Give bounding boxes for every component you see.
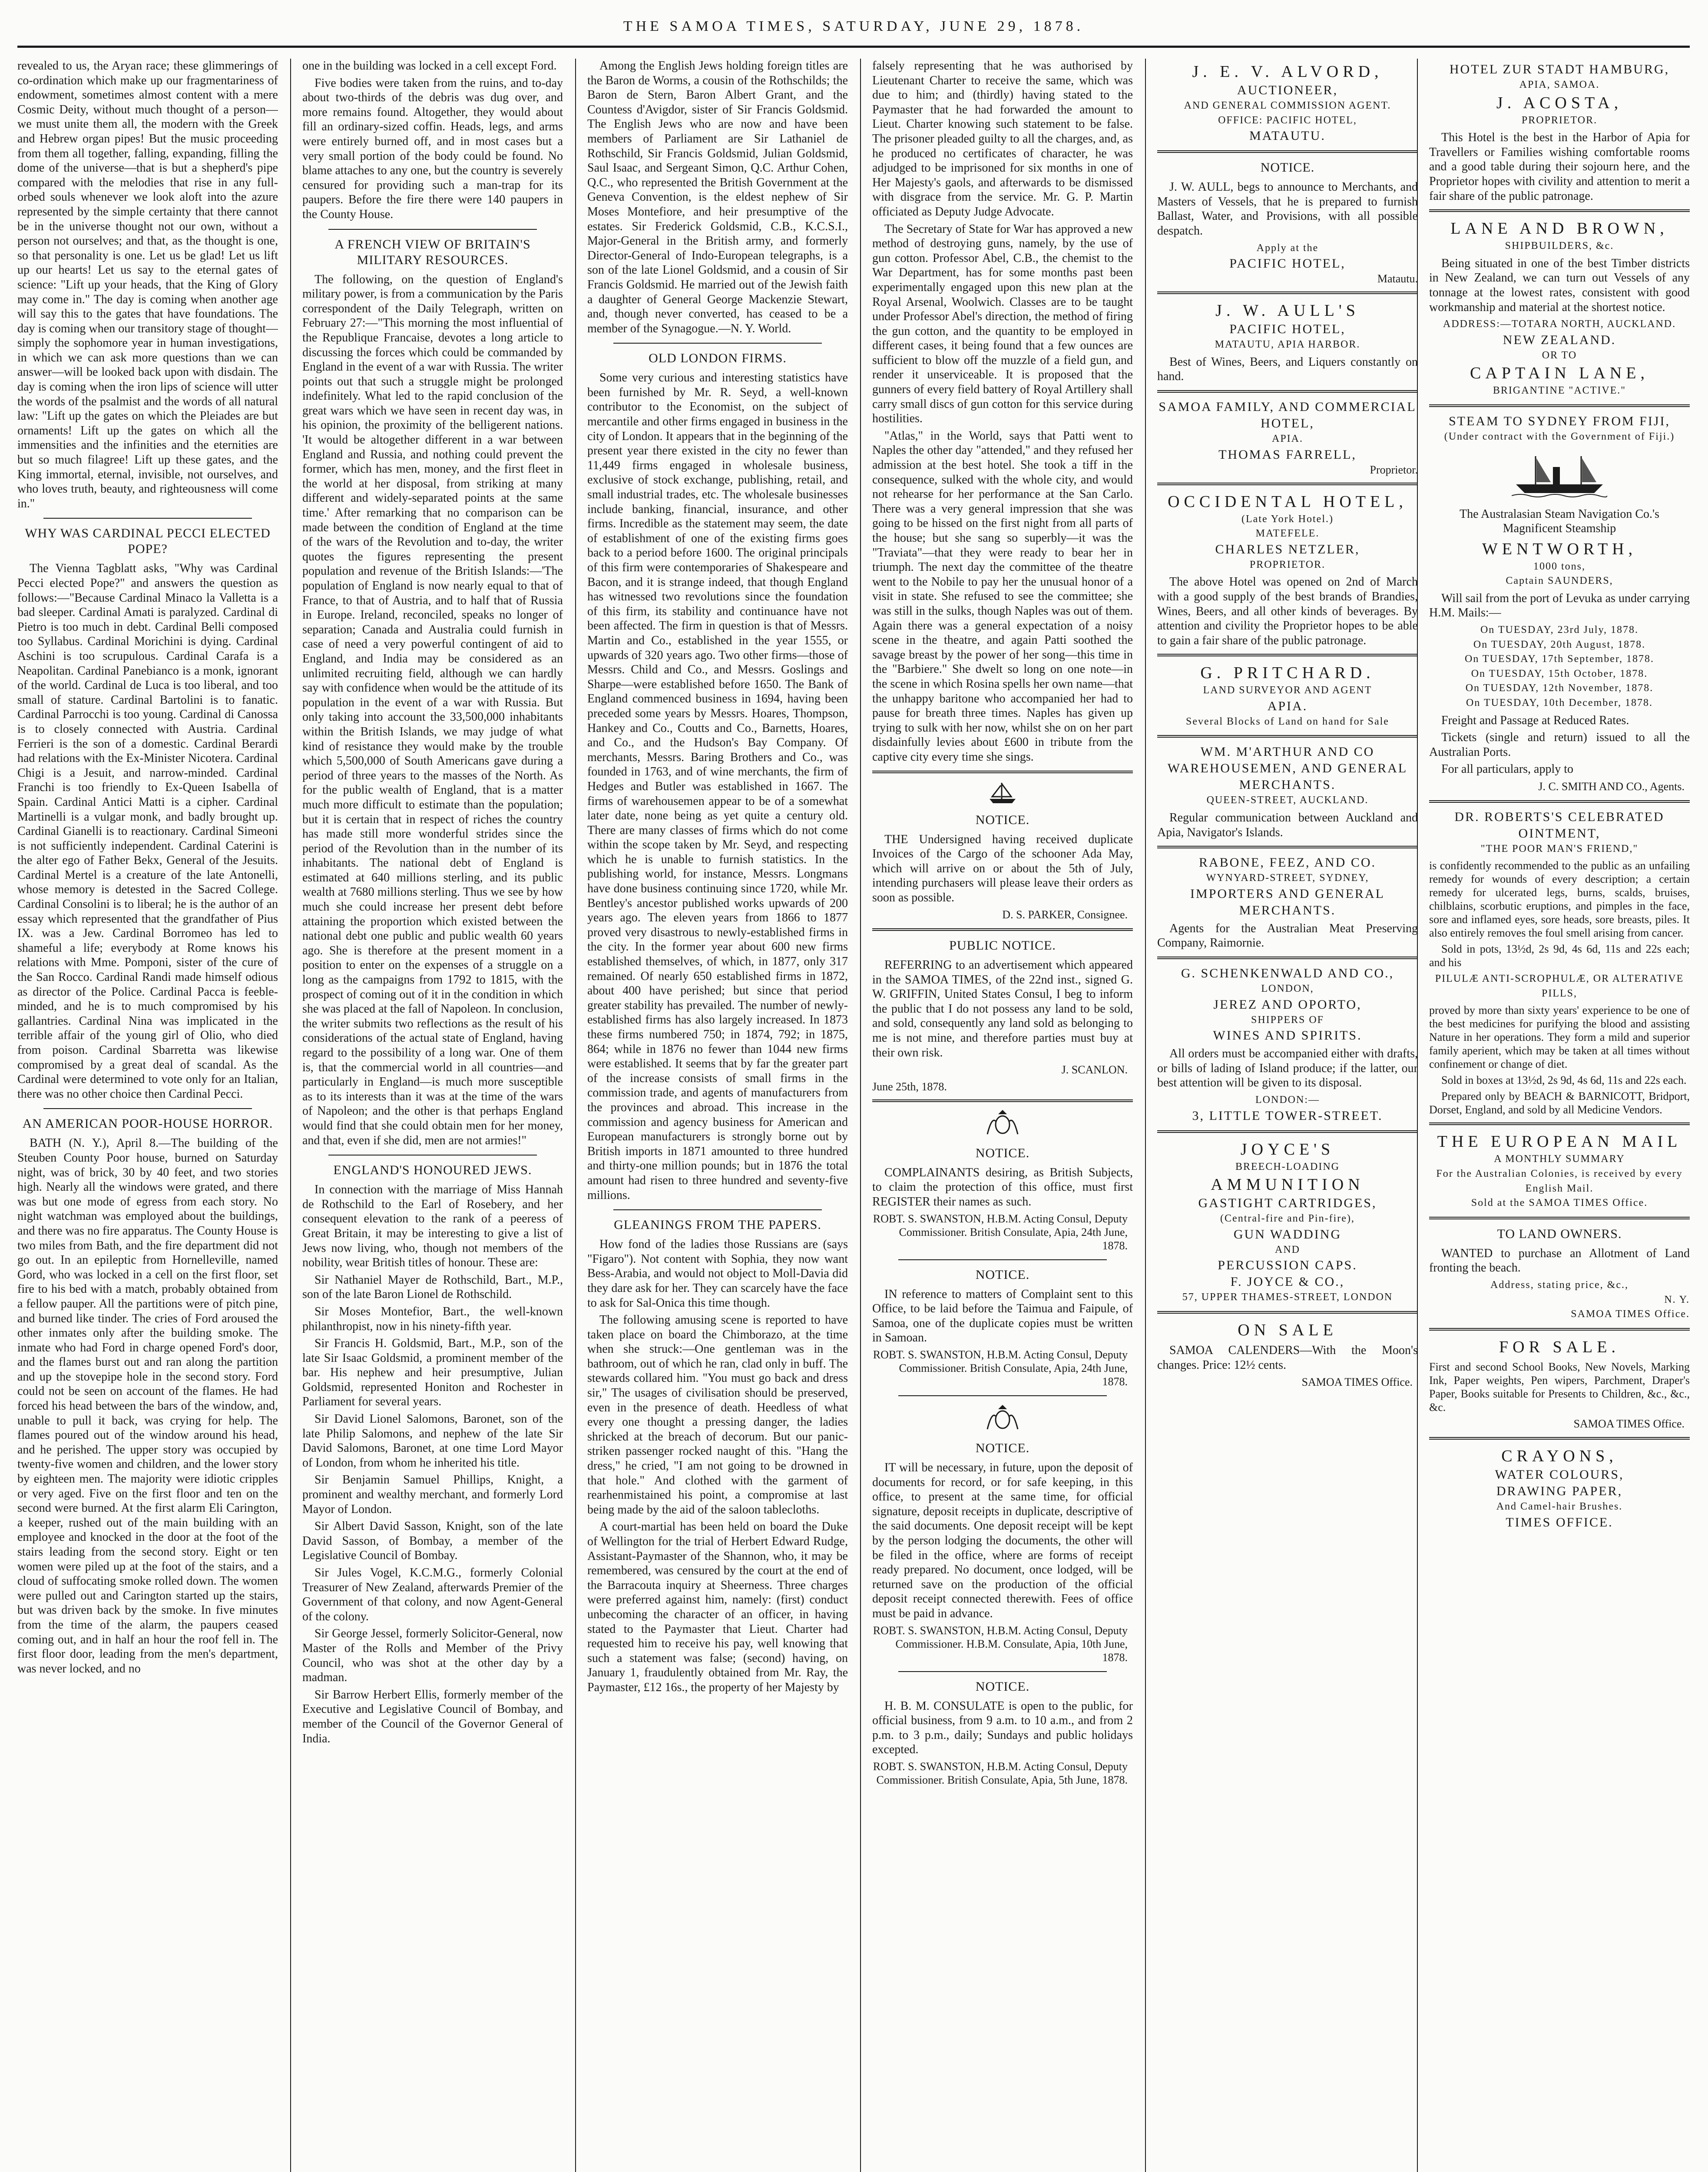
article-text: The Vienna Tagblatt asks, "Why was Cardinal Pecci elected Pope?" and answers the question as follows:—"Because Cardinal Minaco la Valletta is a bad sleeper. Cardinal Amati is paralyzed. Cardinal di Pietro is too much in debt. Cardinal Belli composed too Syllabus. Cardinal Morichini is dying. Cardinal Aschini is too scrupulous. Cardinal Carafa is a Neapolitan. Cardinal Panebianco is a monk, ignorant of the world. Cardinal de Luca is too liberal, and too small of stature. Cardinal Bartolini is to fanatic. Cardinal Parrocchi is too young. Cardinal di Canossa is to closely connected with Austria. Cardinal Ferrieri is the son of a domestic. Cardinal Berardi had relations with the Ex-Minister Nicotera. Cardinal Chigi is a Jesuit, and narrow-minded. Cardinal Franchi is too friendly to Ex-Queen Isabella of Spain. Cardinal Antici Matti is a cipher. Cardinal Martinelli is a vulgar monk, and badly brought up. Cardinal Gianelli is to reactionary. Cardinal Simeoni is not sufficiently independent. Cardinal Caterini is the alter ego of Father Bekx, General of the Jesuits. Cardinal Mertel is a creature of the late Antonelli, whose memory is detested in the Sacred College. Cardinal Consolini is to liberal; he is the author of an essay which represented that the grandfather of Pius IX. was a Jew. Cardinal Borromeo has led to shameful a life; everybody at Rome knows his relations with Mme. Pomponi, sister of the cure of the San Rocco. Cardinal Randi made himself odious as director of the Police. Cardinal Pacca is feeble-minded, and he is to much compromised by his gallantries. Cardinal Nina was implicated in the terrible affair of the young girl of Olio, who died from poison. Cardinal Sbarretta was likewise compromised by a great deal of scandal. As the Cardinal were determined to vote only for an Italian, there was no other choice then Cardinal Pecci. xyxy=(17,562,278,1101)
advert-line: WYNYARD-STREET, SYDNEY, xyxy=(1206,872,1369,884)
divider xyxy=(1429,1122,1690,1125)
article-text: Sir Nathaniel Mayer de Rothschild, Bart., M.P., son of the late Baron Lionel de Rothschild. xyxy=(302,1273,563,1301)
advert-for-sale xyxy=(1429,1337,1690,1358)
divider xyxy=(1157,654,1418,656)
column-1 xyxy=(17,59,278,2172)
advert-title: WM. M'ARTHUR AND CO xyxy=(1200,745,1375,759)
advert-text: The above Hotel was opened on 2nd of March with a good supply of the best brands of Brandies, Wines, Beers, and all other kinds of beverages. By attention and civility the Proprietor hopes to be able to gain a fair share of the public patronage. xyxy=(1157,575,1418,647)
divider xyxy=(1157,735,1418,738)
advert-title: STEAM TO SYDNEY FROM FIJI, xyxy=(1448,414,1670,428)
divider xyxy=(1157,846,1418,848)
divider xyxy=(43,518,252,519)
advert-title: JOYCE'S xyxy=(1240,1140,1335,1159)
advert-line: AND GENERAL COMMISSION AGENT. xyxy=(1184,100,1391,111)
divider xyxy=(872,771,1133,773)
masthead-rule xyxy=(17,46,1690,48)
divider xyxy=(872,1099,1133,1102)
article-text: Sir George Jessel, formerly Solicitor-General, now Master of the Rolls and Member of the Privy Council, who was shot at the other day by a madman. xyxy=(302,1627,563,1685)
advert-line: BREECH-LOADING xyxy=(1235,1161,1340,1172)
advert-line: AMMUNITION xyxy=(1211,1175,1364,1194)
advert-line: For the Australian Colonies, is received by every English Mail. xyxy=(1436,1168,1683,1194)
article-text: BATH (N. Y.), April 8.—The building of the Steuben County Poor house, burned on Saturday night, was of brick, 30 by 40 feet, and two stories high. Nearly all the windows were grated, and there was but one mode of egress from each story. No night watchman was employed about the buildings, and there was no fire apparatus. The County House is two miles from Bath, and the fire department did not go out. In an epileptic from Hornelleville, named Gord, who was locked in a cell on the first floor, set fire to his bed with a match, probably obtained from a fellow pauper. All the partitions were of pitch pine, and burned like tinder. The cries of Ford aroused the other inmates only after the building smoke. The inmate who had Ford in charge opened Ford's door, and the flames burst out and ran along the partition and up the stovepipe hole in the second story. Ford could not be seen on account of the flames. He had forced his head between the bars of the window, and, unable to pull it back, was crying for help. The flames poured out of the window around his head, and he perished. The upper story was occupied by twenty-five women and children, and the lower story by eighteen men. The majority were idiotic cripples or very aged. Five on the first floor and ten on the second were burned. At the first alarm Eli Carington, a keeper, rushed out of the main building with an employee and knocked in the door at the foot of the stairs leading from the second story. Eight or ten women were piled up at the foot of the stairs, and a cloud of suffocating smoke rolled down. The women were pulled out and Carington started up the stairs, but was driven back by the smoke. In five minutes from the time of the alarm, the paupers ceased coming out, and in half an hour the roof fell in. The first floor door, leading from the men's department, was never locked, and no xyxy=(17,1136,278,1675)
article-text: Sir Barrow Herbert Ellis, formerly member of the Executive and Legislative Council of Bombay, and member of the Council of the Governor General of India. xyxy=(302,1688,563,1745)
divider xyxy=(1429,1217,1690,1219)
advert-pritchard xyxy=(1157,662,1418,729)
advert-occidental-hotel xyxy=(1157,491,1418,573)
notice-heading: NOTICE. xyxy=(975,1679,1030,1694)
article-heading: AN AMERICAN POOR-HOUSE HORROR. xyxy=(22,1116,273,1131)
divider xyxy=(613,343,822,344)
advert-text: Freight and Passage at Reduced Rates. xyxy=(1441,713,1629,727)
advert-line: ADDRESS:—TOTARA NORTH, AUCKLAND. xyxy=(1443,318,1676,330)
advert-on-sale xyxy=(1157,1320,1418,1341)
article-text: Some very curious and interesting statistics have been furnished by Mr. R. Seyd, a well-known contributor to the Economist, on the subject of mercantile and other firms engaged in business in the city of London. It appears that in the beginning of the present year there existed in the city no fewer than 11,449 firms engaged in wholesale business, exclusive of stock exchange, publishing, retail, and small industrial trades, etc. The wholesale businesses include banking, financial, insurance, and other firms. Incredible as the statement may seem, the date of establishment of one of the existing firms goes back to a period before 1600. The original principals of this firm were contemporaries of Shakespeare and Bacon, and it is strange indeed, that though England has witnessed two revolutions since the foundation of this firm, its stability and continuance have not been affected. The firm in question is that of Messrs. Martin and Co., established in the year 1555, or upwards of 320 years ago. Two other firms—those of Messrs. Child and Co., and Messrs. Goslings and Sharpe—were established before 1650. The Bank of England commenced business in 1694, having been preceded some years by Messrs. Hoares, Thompson, Hankey and Co., Coutts and Co., Barnetts, Hoares, and Co., and the Hudson's Bay Company. Of merchants, Messrs. Baring Brothers and Co., was founded in 1763, and of wine merchants, the firm of Hedges and Butler was established in 1667. The firms of warehousemen appear to be of a somewhat later date, none being as yet quite a century old. There are many classes of firms which do not come within the scope taken by Mr. Seyd, and respecting which he is unable to furnish statistics. In the publishing world, for instance, Messrs. Longmans have done business continuing since 1720, while Mr. Bentley's ancestor published works upwards of 200 years ago. The eleven years from 1866 to 1877 proved very disastrous to newly-established firms in the city. In the former year about 600 new firms established themselves, of which, in 1877, only 317 remained. Of nearly 650 established firms in 1872, about 400 have perished; but since that period greater stability has prevailed. The number of newly-established firms has also largely increased. In 1873 these firms numbered 750; in 1874, 792; in 1875, 864; while in 1876 no fewer than 1044 new firms were established. It seems that by far the greater part of the increase consists of small firms in the commission trade, and agents of manufacturers from the provinces and abroad. This increase in the commission and agency business for American and European manufacturers is strongly borne out by British imports in 1871 amounted to three hundred and thirty-one million pounds; but in 1876 the total amount had risen to three hundred and seventy-five millions. xyxy=(587,371,848,1202)
advert-line: JEREZ AND OPORTO, xyxy=(1213,997,1362,1012)
advert-line: MATEFELE. xyxy=(1255,528,1320,540)
divider xyxy=(1157,1311,1418,1314)
advert-line: TIMES OFFICE. xyxy=(1506,1515,1613,1530)
advert-signature: SAMOA TIMES Office. xyxy=(1573,1417,1685,1430)
notice-signature: D. S. PARKER, Consignee. xyxy=(1002,908,1128,921)
advert-line: Sold at the SAMOA TIMES Office. xyxy=(1471,1197,1648,1209)
notice-heading: TO LAND OWNERS. xyxy=(1497,1226,1622,1241)
article-heading: WHY WAS CARDINAL PECCI ELECTED POPE? xyxy=(25,526,271,556)
advert-line: Captain SAUNDERS, xyxy=(1506,575,1613,587)
divider xyxy=(898,1259,1107,1260)
advert-lane-brown-address xyxy=(1429,317,1690,398)
divider xyxy=(898,1671,1107,1672)
advert-line: "THE POOR MAN'S FRIEND," xyxy=(1480,843,1638,854)
notice-heading: NOTICE. xyxy=(975,812,1030,827)
article-text: A court-martial has been held on board the Duke of Wellington for the trial of Herbert Edward Rudge, Assistant-Paymaster of the Shannon, who, it may be remembered, was censured by the court at the end of the Barracouta inquiry at Sheerness. Three charges were preferred against him, namely: (first) conduct unbecoming the character of an officer, in having stated to the Paymaster that Lieut. Charter had requested him to receive his pay, well knowing that such a statement was false; (second) having, on January 1, fraudulently obtained from Mr. Ray, the Paymaster, £12 16s., the property of her Majesty by xyxy=(587,1520,848,1694)
advert-line: Matautu. xyxy=(1377,272,1418,285)
advert-line: Apply at the xyxy=(1256,242,1319,254)
article-text: "Atlas," in the World, says that Patti went to Naples the other day "attended," and they refused her admission at the best hotel. She took a tiff in the consequence, sulked with the whole city, and would not rehearse for her performance at the San Carlo. There was a very general impression that she was going to be hissed on the first night from all parts of the house; but she sang so superbly—it was the "Traviata"—that they were ready to bear her in triumph. The next day the committee of the theatre went to the Nobile to pay her the unusual honor of a visit in state. She refused to see the committee; she was still in the sulks, though Naples was out of them. Again there was a general expectation of a noisy scene in the theatre, and again Patti soothed the savage breast by the power of her song—this time in the "Barbiere." She dwelt so long on one note—in the scene in which Rosina spells her own name—that the unhappy baritone who accompanied her had to pause for breath three times. Naples has given up trying to sulk with her now, whilst she on on her part disdainfully levies about £600 in tribute from the captive city every time she sings. xyxy=(872,429,1133,764)
advert-line: LONDON, xyxy=(1261,983,1314,995)
advert-line: THOMAS FARRELL, xyxy=(1218,447,1357,462)
advert-text: SAMOA CALENDERS—With the Moon's changes. Price: 12½ cents. xyxy=(1157,1343,1418,1372)
advert-line: Address, stating price, &c., xyxy=(1490,1279,1629,1291)
advert-line: OR TO xyxy=(1542,349,1577,361)
notice-text: THE Undersigned having received duplicate Invoices of the Cargo of the schooner Ada May, which will arrive on or about the 5th of July, intending purchasers will please leave their orders as soon as possible. xyxy=(872,832,1133,904)
divider xyxy=(1157,1130,1418,1133)
advert-title: RABONE, FEEZ, AND CO. xyxy=(1198,855,1376,870)
article-heading: ENGLAND'S HONOURED JEWS. xyxy=(333,1163,532,1178)
advert-line: N. Y. xyxy=(1664,1294,1690,1305)
article-text: Among the English Jews holding foreign titles are the Baron de Worms, a cousin of the Rothschilds; the Baron de Stern, Baron Albert Grant, and the Countess d'Avigdor, sister of Sir Francis Goldsmid. The English Jews who are now and have been members of Parliament are Sir Lathaniel de Rothschild, Sir Francis Goldsmid, Julian Goldsmid, Saul Isaac, and Sergeant Simon, Q.C. Arthur Cohen, Q.C., who represented the British Government at the Geneva Convention, is the eldest nephew of Sir Moses Montefiore, and heir presumptive of the estates. Sir Frederick Goldsmid, C.B., K.C.S.I., Major-General in the British army, and formerly Director-General of Indo-European telegraphs, is a son of the late Lionel Goldsmid, and a cousin of Sir Francis Goldsmid. He married out of the Jewish faith a daughter of General George Mackenzie Stewart, and, though never converted, has ceased to be a member of the Synagogue.—N. Y. World. xyxy=(587,59,848,335)
article-heading: GLEANINGS FROM THE PAPERS. xyxy=(614,1218,821,1232)
advert-line: OFFICE: PACIFIC HOTEL, xyxy=(1218,114,1357,126)
article-heading: A FRENCH VIEW OF BRITAIN'S MILITARY RESOURCES. xyxy=(334,237,531,267)
sailing-date: On TUESDAY, 12th November, 1878. xyxy=(1465,682,1654,694)
advert-line: (Late York Hotel.) xyxy=(1241,513,1334,525)
article-text: Five bodies were taken from the ruins, and to-day about two-thirds of the debris was dug over, and more remains found. Altogether, they would about fill an ordinary-sized coffin. Heads, legs, and arms were entirely burned off, and in most cases but a very small portion of the body could be found. No blame attaches to any one, but the country is severely censured for providing such a man-trap for its paupers. Before the fire there were 140 paupers in the County House. xyxy=(302,76,563,221)
advert-line: PACIFIC HOTEL, xyxy=(1229,322,1346,337)
advert-title: J. E. V. ALVORD, xyxy=(1192,63,1383,81)
advert-european-mail xyxy=(1429,1131,1690,1210)
sailing-dates xyxy=(1429,623,1690,711)
advert-line: WATER COLOURS, xyxy=(1495,1467,1624,1482)
notice-heading: NOTICE. xyxy=(975,1146,1030,1160)
column-6 xyxy=(1429,59,1690,2172)
advert-text: Will sail from the port of Levuka as under carrying H.M. Mails:— xyxy=(1429,591,1690,620)
notice-date: June 25th, 1878. xyxy=(872,1080,947,1093)
royal-arms-icon xyxy=(979,1108,1026,1139)
column-2 xyxy=(302,59,563,2172)
advert-text: This Hotel is the best in the Harbor of Apia for Travellers or Families wishing comfortable rooms and a good table during their sojourn here, and the Proprietor hopes with civility and attention to merit a fair share of the public patronage. xyxy=(1429,131,1690,203)
column-5 xyxy=(1157,59,1418,2172)
advert-line: J. ACOSTA, xyxy=(1496,93,1623,112)
divider xyxy=(1157,150,1418,153)
divider xyxy=(1429,209,1690,212)
advert-title: THE EUROPEAN MAIL xyxy=(1437,1132,1682,1151)
advert-line: F. JOYCE & CO., xyxy=(1230,1275,1345,1289)
divider xyxy=(43,1108,252,1109)
advert-line: SHIPPERS OF xyxy=(1251,1014,1324,1026)
article-text: Sir Benjamin Samuel Phillips, Knight, a prominent and wealthy merchant, and formerly Lord Mayor of London. xyxy=(302,1473,563,1516)
article-text: Sir Francis H. Goldsmid, Bart., M.P., son of the late Sir Isaac Goldsmid, a prominent member of the bar. His nephew and heir presumptive, Julian Goldsmid, represented Honiton and Rochester in Parliament for several years. xyxy=(302,1337,563,1409)
advert-text: Agents for the Australian Meat Preserving Company, Raimornie. xyxy=(1157,921,1418,950)
advert-line: MATAUTU, APIA HARBOR. xyxy=(1215,339,1360,351)
advert-text: is confidently recommended to the public as an unfailing remedy for wounds of every description; a certain remedy for ulcerated legs, burns, scalds, bruises, chilblains, scorbutic eruptions, and pimples in the face, sore and inflamed eyes, sore heads, sore breasts, piles. It also entirely removes the foul smell arising from cancer. xyxy=(1429,859,1690,940)
advert-line: AUCTIONEER, xyxy=(1237,83,1338,97)
advert-line: APIA, SAMOA. xyxy=(1519,79,1600,90)
advert-schenkenwald xyxy=(1157,965,1418,1044)
divider xyxy=(1429,800,1690,803)
advert-title: G. SCHENKENWALD AND CO., xyxy=(1181,966,1394,981)
advert-text: proved by more than sixty years' experience to be one of the best medicines for purifying the blood and assisting Nature in her operations. They form a mild and superior family aperient, which may be taken at all times without confinement or change of diet. xyxy=(1429,1004,1690,1071)
advert-line: GASTIGHT CARTRIDGES, xyxy=(1198,1196,1377,1211)
divider xyxy=(898,1395,1107,1396)
advert-title: CRAYONS, xyxy=(1501,1447,1618,1466)
article-text: How fond of the ladies those Russians are (says "Figaro"). Not content with Sophia, they now want Bess-Arabia, and would not object to Moll-Davia did they dare ask for her. They can scarcely have the face to ask for Sal-Onica this time though. xyxy=(587,1238,848,1310)
advert-alvord xyxy=(1157,61,1418,144)
advert-lane-brown xyxy=(1429,218,1690,254)
advert-text: Sold in pots, 13½d, 2s 9d, 4s 6d, 11s and 22s each; and his xyxy=(1429,943,1690,969)
divider xyxy=(328,229,537,230)
advert-line: WINES AND SPIRITS. xyxy=(1213,1028,1362,1043)
advert-land-owners xyxy=(1429,1278,1690,1322)
notice-text: REFERRING to an advertisement which appeared in the SAMOA TIMES, of the 22nd inst., signed G. W. GRIFFIN, United States Consul, I beg to inform the public that I do not possess any land to be sold, and sold, consequently any land sold as belonging to me is not mine, and therefore parties must buy at their own risk. xyxy=(872,958,1133,1060)
advert-line: CHARLES NETZLER, xyxy=(1215,542,1360,556)
advert-line: NEW ZEALAND. xyxy=(1503,332,1616,347)
advert-line: BRIGANTINE "ACTIVE." xyxy=(1493,385,1626,397)
article-text: The Secretary of State for War has approved a new method of destroying guns, namely, by the use of gun cotton. Professor Abel, C.B., the chemist to the War Department, has for some months past been experimentally engaged upon this new plan at the Royal Arsenal, Woolwich. Classes are to be taught under Professor Abel's direction, the method of firing the gun cotton, and the quantity to be employed in different cases, it being found that a few ounces are sufficient to blow off the muzzle of a field gun, and render it unserviceable. It is proposed that the gunners of every field battery of Royal Artillery shall carry small discs of gun cotton for this service during hostilities. xyxy=(872,222,1133,426)
advert-line: 57, UPPER THAMES-STREET, LONDON xyxy=(1182,1291,1393,1303)
advert-title: FOR SALE. xyxy=(1499,1338,1620,1356)
advert-line: MATAUTU. xyxy=(1249,129,1326,143)
advert-line: APIA. xyxy=(1271,433,1303,444)
divider xyxy=(1429,1328,1690,1331)
advert-line: PERCUSSION CAPS. xyxy=(1218,1258,1357,1273)
advert-line: PILULÆ ANTI-SCROPHULÆ, OR ALTERATIVE PILLS, xyxy=(1435,973,1684,999)
column-3 xyxy=(587,59,848,2172)
column-4 xyxy=(872,59,1133,2172)
advert-signature: J. C. SMITH AND CO., Agents. xyxy=(1538,780,1685,793)
advert-line: PACIFIC HOTEL, xyxy=(1229,256,1346,271)
advert-text: Sold in boxes at 13½d, 2s 9d, 4s 6d, 11s and 22s each. xyxy=(1441,1074,1687,1087)
advert-line: 1000 tons, xyxy=(1533,560,1586,572)
advert-wentworth xyxy=(1429,539,1690,589)
advert-line: IMPORTERS AND GENERAL MERCHANTS. xyxy=(1190,886,1385,917)
notice-heading: NOTICE. xyxy=(975,1440,1030,1455)
notice-text: COMPLAINANTS desiring, as British Subjects, to claim the protection of this office, must first REGISTER their names as such. xyxy=(872,1165,1133,1209)
advert-line: LAND SURVEYOR AND AGENT xyxy=(1203,685,1372,696)
advert-line: WENTWORTH, xyxy=(1482,540,1637,558)
advert-title: SAMOA FAMILY, AND COMMERCIAL HOTEL, xyxy=(1159,399,1417,430)
advert-title: G. PRITCHARD. xyxy=(1200,664,1375,682)
advert-text: The Australasian Steam Navigation Co.'s Magnificent Steamship xyxy=(1460,507,1659,536)
advert-line: (Under contract with the Government of Fiji.) xyxy=(1444,430,1675,442)
sailing-date: On TUESDAY, 15th October, 1878. xyxy=(1471,668,1648,679)
advert-joyce xyxy=(1157,1139,1418,1305)
advert-text: Regular communication between Auckland and Apia, Navigator's Islands. xyxy=(1157,811,1418,839)
advert-dr-roberts xyxy=(1429,809,1690,857)
divider xyxy=(613,1209,822,1210)
advert-steam-sydney xyxy=(1429,413,1690,444)
advert-line: PROPRIETOR. xyxy=(1521,114,1598,126)
advert-pacific-hotel xyxy=(1157,300,1418,352)
article-text: Sir Jules Vogel, K.C.M.G., formerly Colonial Treasurer of New Zealand, afterwards Premier of the Government of that colony, and now Agent-General of the colony. xyxy=(302,1566,563,1623)
notice-text: H. B. M. CONSULATE is open to the public, for official business, from 9 a.m. to 10 a.m., and from 2 p.m. to 3 p.m., daily; Sundays and public holidays excepted. xyxy=(872,1699,1133,1757)
advert-line: WAREHOUSEMEN, AND GENERAL MERCHANTS. xyxy=(1167,761,1408,792)
notice-heading: NOTICE. xyxy=(975,1267,1030,1282)
advert-line: Several Blocks of Land on hand for Sale xyxy=(1186,715,1389,727)
royal-arms-icon xyxy=(979,1403,1026,1434)
advert-samoa-hotel xyxy=(1157,399,1418,477)
divider xyxy=(1157,390,1418,393)
advert-line: QUEEN-STREET, AUCKLAND. xyxy=(1206,795,1369,806)
advert-line: DRAWING PAPER, xyxy=(1496,1484,1623,1499)
advert-line: (Central-fire and Pin-fire), xyxy=(1220,1213,1355,1225)
article-text: one in the building was locked in a cell except Ford. xyxy=(302,59,557,73)
advert-line: CAPTAIN LANE, xyxy=(1470,364,1649,383)
notice-signature: ROBT. S. SWANSTON, H.B.M. Acting Consul, Deputy Commissioner. British Consulate, Apia, 5th June, 1878. xyxy=(873,1760,1128,1786)
advert-title: LANE AND BROWN, xyxy=(1450,219,1668,238)
advert-title: HOTEL ZUR STADT HAMBURG, xyxy=(1449,62,1670,76)
advert-line: PROPRIETOR. xyxy=(1249,559,1326,570)
notice-text: J. W. AULL, begs to announce to Merchants, and Masters of Vessels, that he is prepared to furnish Ballast, Water, and Provisions, with all possible despatch. xyxy=(1157,180,1418,238)
divider xyxy=(1429,1437,1690,1440)
advert-line: Proprietor. xyxy=(1370,463,1418,476)
advert-crayons xyxy=(1429,1446,1690,1531)
advert-line: LONDON:— xyxy=(1255,1094,1320,1106)
advert-pills xyxy=(1429,972,1690,1001)
column-rule xyxy=(575,59,576,2172)
notice-signature: ROBT. S. SWANSTON, H.B.M. Acting Consul, Deputy Commissioner. British Consulate, Apia, 24th June, 1878. xyxy=(873,1212,1128,1252)
article-heading: OLD LONDON FIRMS. xyxy=(649,351,787,366)
advert-line: AND xyxy=(1275,1244,1300,1255)
column-rule xyxy=(290,59,291,2172)
advert-title: DR. ROBERTS'S CELEBRATED OINTMENT, xyxy=(1454,809,1665,841)
advert-line: APIA. xyxy=(1267,699,1308,713)
advert-title: OCCIDENTAL HOTEL, xyxy=(1168,492,1407,511)
advert-line: SHIPBUILDERS, &c. xyxy=(1505,240,1614,252)
article-text: The following amusing scene is reported to have taken place on board the Chimborazo, at the time when she struck:—One gentleman was in the bathroom, out of which he ran, clad only in buff. The stewards collared him. "You must go back and dress sir," The usages of civilisation should be preserved, even in the presence of death. Heedless of what every one thought a pressing danger, the ladies shricked at the breach of decorum. But our panic-striken passenger rocked naught of this. "Hang the dress," he cried, "I am not going to be drowned in that hole." And clothed with the garment of rearhenmistained his point, a compromise at last being made by the aid of the saloon tablecloths. xyxy=(587,1313,848,1516)
article-text: Sir Albert David Sasson, Knight, son of the late David Sasson, of Bombay, a member of the Legislative Council of Bombay. xyxy=(302,1520,563,1563)
notice-heading: NOTICE. xyxy=(1260,160,1315,175)
advert-title: ON SALE xyxy=(1238,1321,1337,1339)
advert-mcarthur xyxy=(1157,744,1418,808)
article-text: The following, on the question of England's military power, is from a communication by the Paris correspondent of the Daily Telegraph, written on February 27:—"This morning the most influential of the Republique Francaise, devotes a long article to discussing the forces which could be commanded by England in the event of a war with Russia. The writer points out that such a struggle might be prolonged indefinitely. What led to the rapid conclusion of the great wars which we have seen in recent day was, in his opinion, the proximity of the belligerent nations. 'It would be altogether different in a war between England and Russia, and nothing could prevent the former, which has men, money, and the first fleet in the world at her disposal, from striking at many different and widely-separated points at the same time.' After remarking that no comparison can be made between the condition of England at the time of the wars of the Revolution and to-day, the writer quotes the figures representing the present population and revenue of the British Islands:—'The population of England is now nearly equal to that of France, to that of Austria, and to half that of Russia in Europe. Ireland, reconciled, speaks no longer of separation; Canada and Australia could furnish in case of need a very powerful contingent of aid to England, and India may be considered as an unlimited recruiting field, although we can hardly say with confidence when would be the attitude of its population in the event of a war with Russia. But only taking into account the 33,500,000 inhabitants within the British Islands, we may judge of what kind of resistance they would make by the trouble which 5,500,000 of South Americans gave during a period of three years to the masses of the North. As for the public wealth of England, that is a matter much more difficult to estimate than the population; but it is certain that in respect of riches the country has made still more wonderful strides since the period of the Revolution than in the number of its inhabitants. The national debt of England is estimated at 640 millions sterling, and its public wealth at 7680 millions sterling. Thus we see by how much she could increase her present debt before attaining the proportion which existed between the national debt one public and public wealth 60 years ago. She is therefore at the present moment in a position to enter on the expenses of a struggle on a long as the campaigns from 1792 to 1815, with the prospect of coming out of it in the condition in which she was placed at the fall of Napoleon. In conclusion, the writer submits two reflections as the result of his considerations of the actual state of England, having regard to the possibility of a long war. One of them is, that the commercial world in all countries—and particularly in England—is much more susceptible as to its interests than it was at the time of the wars of Napoleon; and the other is that perhaps England would find that she could obtain men for her money, and that, even if she did, men are not armies!" xyxy=(302,272,563,1147)
advert-signature: SAMOA TIMES Office. xyxy=(1301,1376,1413,1389)
advert-text: Best of Wines, Beers, and Liquers constantly on hand. xyxy=(1157,355,1418,384)
advert-line: A MONTHLY SUMMARY xyxy=(1494,1153,1625,1165)
article-text: Sir Moses Montefior, Bart., the well-known philanthropist, now in his ninety-fifth year. xyxy=(302,1305,563,1333)
article-text: revealed to us, the Aryan race; these glimmerings of co-ordination which make up our fragmentariness of endowment, sometimes almost content with a mere Cosmic Deity, without much thought of a person—we must unite them all, the modern with the Greek and Hebrew organ pipes! But the music proceeding from them all together, falling, expanding, filling the dome of the universe—that is but a shepherd's pipe compared with the melodies that rise in any full-orbed souls whenever we look aloft into the azure represented by the simple certainty that there cannot be in the universe thought not our own, without a person not ourselves; and that, as the thought is one, so that personality is one. Let us be glad! Let us lift up our hearts! Let us say to the eternal gates of science: "Lift up your heads, that the King of Glory may come in." The day is coming when another age will say this to the gates that have foundations. The day is coming when our transitory stage of thought—simply the sophomore year in human investigations, in which we can ask more questions than we can answer—will be looked back upon with disdain. The day is coming when the iron lips of science will utter the words of the psalmist and the words of all natural law: "Lift up the gates on which the Pleiades are but ornaments! Lift up the gates on which all the immensities and the infinities and the eternities are but so much filagree! Lift up these gates, and the King immortal, eternal, invisible, not ourselves, and who loves truth, beauty, and righteousness will come in." xyxy=(17,59,278,510)
article-text: In connection with the marriage of Miss Hannah de Rothschild to the Earl of Rosebery, and her consequent elevation to the rank of a peeress of Great Britain, it may be interesting to give a list of Jews now living, who, though not members of the nobility, wear British titles of honour. These are: xyxy=(302,1183,563,1270)
divider xyxy=(328,1155,537,1156)
advert-aull-notice xyxy=(1157,241,1418,286)
advert-text: For all particulars, apply to xyxy=(1441,762,1574,776)
advert-text: Being situated in one of the best Timber districts in New Zealand, we can turn out Vessels of any tonnage at the lowest rates, consistent with good workmanship and material at the shortest notice. xyxy=(1429,256,1690,314)
divider xyxy=(1157,291,1418,294)
advert-text: Tickets (single and return) issued to all the Australian Ports. xyxy=(1429,731,1690,759)
advert-text: First and second School Books, New Novels, Marking Ink, Paper weights, Pen wipers, Parchment, Draper's Paper, Books suitable for Presents to Children, &c., &c., &c. xyxy=(1429,1360,1690,1414)
advert-rabone-feez xyxy=(1157,854,1418,919)
notice-signature: ROBT. S. SWANSTON, H.B.M. Acting Consul, Deputy Commissioner. H.B.M. Consulate, Apia, 10th June, 1878. xyxy=(873,1624,1128,1664)
article-text: falsely representing that he was authorised by Lieutenant Charter to receive the same, which was due to him; and (thirdly) having stated to the Paymaster that he had forwarded the amount to Lieut. Charter knowing such statement to be false. The prisoner pleaded guilty to all the charges, and, as he produced no certificates of character, he was adjudged to be imprisoned for six months in one of Her Majesty's gaols, and afterwards to be dismissed with disgrace from the service. Mr. G. P. Martin officiated as Deputy Judge Advocate. xyxy=(872,59,1133,219)
advert-line: 3, LITTLE TOWER-STREET. xyxy=(1192,1108,1383,1123)
advert-title: J. W. AULL'S xyxy=(1215,301,1360,320)
column-rule xyxy=(1145,59,1146,2172)
column-rule xyxy=(860,59,861,2172)
advert-line: And Camel-hair Brushes. xyxy=(1496,1501,1623,1513)
advert-hotel-hamburg xyxy=(1429,61,1690,128)
advert-text: Prepared only by BEACH & BARNICOTT, Bridport, Dorset, England, and sold by all Medicine Vendors. xyxy=(1429,1090,1690,1116)
advert-text: All orders must be accompanied either with drafts, or bills of lading of Island produce; if the latter, our best attention will be given to its disposal. xyxy=(1157,1047,1418,1090)
notice-text: IN reference to matters of Complaint sent to this Office, to be laid before the Taimua and Faipule, of Samoa, one of the duplicate copies must be written in Samoan. xyxy=(872,1287,1133,1345)
divider xyxy=(1429,404,1690,407)
advert-schenkenwald-address xyxy=(1157,1093,1418,1124)
sailing-date: On TUESDAY, 17th September, 1878. xyxy=(1465,653,1654,665)
notice-signature: ROBT. S. SWANSTON, H.B.M. Acting Consul, Deputy Commissioner. British Consulate, Apia, 24th June, 1878. xyxy=(873,1348,1128,1388)
steamship-icon xyxy=(1512,450,1607,502)
notice-text: IT will be necessary, in future, upon the deposit of documents for record, or for safe keeping, in this office, to present at the same time, for official signature, deposit receipts in duplicate, descriptive of the said documents. One deposit receipt will be kept by the person lodging the documents, the other will be filed in the office, where are forms of receipt ready prepared. No document, once lodged, will be returned save on the production of the official deposit receipt connected therewith. Fees of office must be paid in advance. xyxy=(872,1460,1133,1620)
divider xyxy=(872,928,1133,931)
sailing-date: On TUESDAY, 23rd July, 1878. xyxy=(1480,624,1639,636)
sailing-date: On TUESDAY, 10th December, 1878. xyxy=(1466,697,1653,709)
advert-text: WANTED to purchase an Allotment of Land fronting the beach. xyxy=(1429,1246,1690,1275)
article-text: Sir David Lionel Salomons, Baronet, son of the late Philip Salomons, and nephew of the late Sir David Salomons, Baronet, at one time Lord Mayor of London, from whom he inherited his title. xyxy=(302,1412,563,1470)
notice-heading: PUBLIC NOTICE. xyxy=(949,938,1056,953)
ship-emblem-icon xyxy=(985,779,1020,805)
masthead: THE SAMOA TIMES, SATURDAY, JUNE 29, 1878. xyxy=(623,18,1084,34)
sailing-date: On TUESDAY, 20th August, 1878. xyxy=(1473,639,1646,650)
divider xyxy=(1157,483,1418,485)
advert-line: SAMOA TIMES Office. xyxy=(1571,1308,1690,1320)
divider xyxy=(1157,957,1418,959)
advert-line: GUN WADDING xyxy=(1233,1227,1342,1242)
notice-signature: J. SCANLON. xyxy=(1061,1063,1128,1076)
